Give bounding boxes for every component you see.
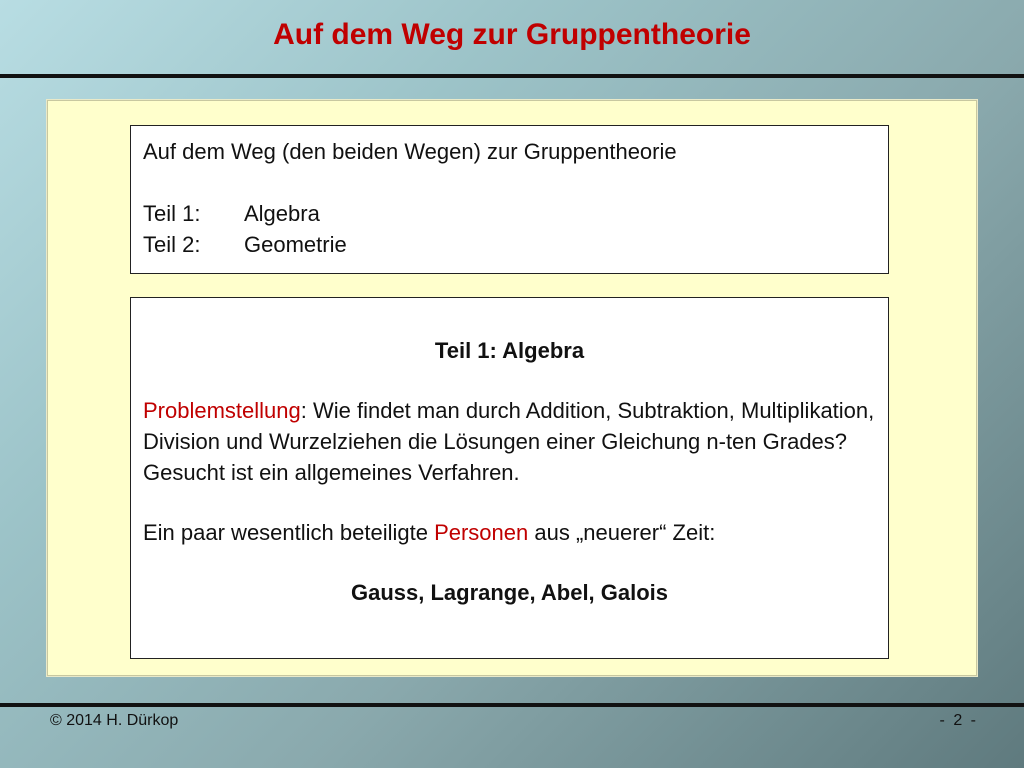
persons-names: Gauss, Lagrange, Abel, Galois	[350, 580, 669, 605]
problem-paragraph	[143, 395, 876, 488]
footer-copyright: © 2014 H. Dürkop	[50, 712, 179, 729]
detail-box	[130, 297, 889, 659]
footer-divider	[0, 703, 1024, 707]
part-value: Algebra	[244, 201, 320, 226]
part-value: Geometrie	[244, 232, 347, 257]
overview-heading: Auf dem Weg (den beiden Wegen) zur Gruppentheorie	[143, 139, 677, 164]
overview-part-row	[143, 198, 876, 229]
problem-text: : Wie findet man durch Addition, Subtraktion, Multiplikation, Division und Wurzelziehen die Lösungen einer Gleichung n-ten Grades? Gesucht ist ein allgemeines Verfahren.	[143, 398, 875, 485]
part-label: Teil 1:	[143, 201, 201, 226]
slide-title: Auf dem Weg zur Gruppentheorie	[273, 18, 751, 51]
detail-heading: Teil 1: Algebra	[434, 338, 585, 363]
footer-page-number: - 2 -	[939, 712, 978, 729]
persons-suffix: aus „neuerer“ Zeit:	[528, 520, 716, 545]
problem-term: Problemstellung	[143, 398, 301, 423]
persons-term: Personen	[434, 520, 529, 545]
part-label: Teil 2:	[143, 232, 201, 257]
persons-prefix: Ein paar wesentlich beteiligte	[143, 520, 435, 545]
header-divider	[0, 74, 1024, 78]
overview-box	[130, 125, 889, 274]
persons-paragraph	[143, 517, 876, 548]
overview-part-row	[143, 229, 876, 260]
